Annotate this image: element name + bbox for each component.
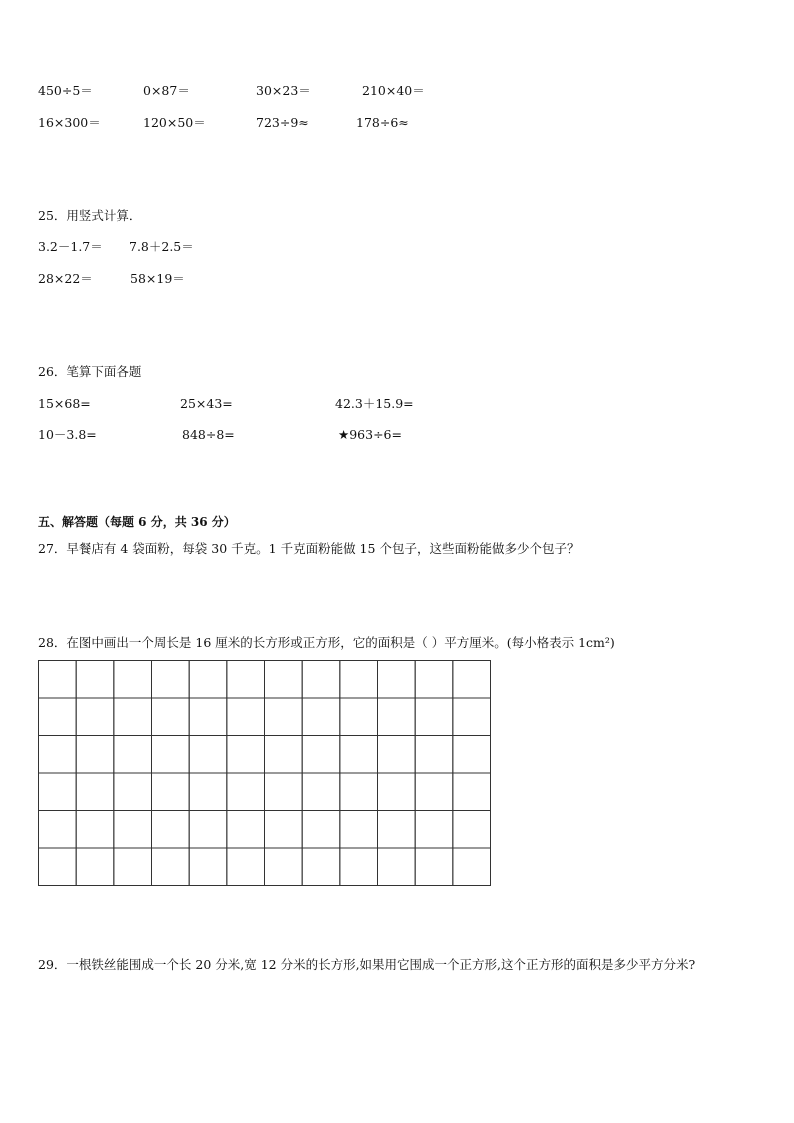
calc-item: 0×87＝ [143, 83, 190, 98]
grid-cell[interactable] [302, 811, 340, 849]
grid-cell[interactable] [453, 848, 491, 886]
question-25-title: 25．用竖式计算． [38, 208, 142, 223]
grid-cell[interactable] [453, 811, 491, 849]
grid-cell[interactable] [302, 661, 340, 699]
calc-item: 450÷5＝ [38, 83, 93, 98]
grid-cell[interactable] [378, 773, 416, 811]
grid-svg[interactable] [38, 660, 491, 886]
grid-cell[interactable] [39, 773, 77, 811]
grid-cell[interactable] [302, 773, 340, 811]
grid-cell[interactable] [453, 661, 491, 699]
grid-cell[interactable] [114, 736, 152, 774]
grid-cell[interactable] [302, 848, 340, 886]
calc-item: 723÷9≈ [256, 115, 309, 130]
grid-cell[interactable] [415, 661, 453, 699]
grid-cell[interactable] [189, 773, 227, 811]
grid-cell[interactable] [227, 811, 265, 849]
grid-cell[interactable] [415, 773, 453, 811]
grid-cell[interactable] [152, 698, 190, 736]
grid-cell[interactable] [415, 698, 453, 736]
calc-item: 120×50＝ [143, 115, 206, 130]
grid-cell[interactable] [152, 736, 190, 774]
question-29-text: 29．一根铁丝能围成一个长 20 分米,宽 12 分米的长方形,如果用它围成一个正方形,这个正方形的面积是多少平方分米? [38, 957, 696, 972]
calc-item: 25×43= [180, 396, 233, 411]
grid-cell[interactable] [265, 811, 303, 849]
grid-cell[interactable] [152, 661, 190, 699]
grid-cell[interactable] [415, 811, 453, 849]
grid-cell[interactable] [76, 773, 114, 811]
grid-cell[interactable] [76, 661, 114, 699]
drawing-grid[interactable] [38, 660, 491, 886]
grid-cell[interactable] [152, 811, 190, 849]
grid-cell[interactable] [415, 848, 453, 886]
grid-cell[interactable] [415, 736, 453, 774]
grid-cell[interactable] [265, 698, 303, 736]
grid-cell[interactable] [114, 698, 152, 736]
grid-cell[interactable] [39, 811, 77, 849]
calc-item: 42.3＋15.9= [335, 396, 414, 411]
calc-item: 848÷8= [182, 427, 235, 442]
calc-item: 178÷6≈ [356, 115, 409, 130]
calc-item: 210×40＝ [362, 83, 425, 98]
calc-item: 7.8＋2.5＝ [129, 239, 194, 254]
grid-cell[interactable] [378, 698, 416, 736]
section-title: 五、解答题（每题 6 分，共 36 分） [38, 515, 236, 529]
grid-cell[interactable] [76, 811, 114, 849]
grid-cell[interactable] [189, 661, 227, 699]
calc-item: 3.2－1.7＝ [38, 239, 103, 254]
grid-cell[interactable] [227, 848, 265, 886]
grid-cell[interactable] [340, 661, 378, 699]
grid-cell[interactable] [189, 736, 227, 774]
grid-cell[interactable] [114, 773, 152, 811]
grid-cell[interactable] [152, 773, 190, 811]
grid-cell[interactable] [227, 698, 265, 736]
grid-cell[interactable] [378, 661, 416, 699]
grid-cell[interactable] [189, 848, 227, 886]
calc-item: 16×300＝ [38, 115, 101, 130]
grid-cell[interactable] [265, 848, 303, 886]
grid-cell[interactable] [378, 736, 416, 774]
grid-cell[interactable] [114, 811, 152, 849]
grid-cell[interactable] [76, 736, 114, 774]
grid-cell[interactable] [39, 848, 77, 886]
grid-cell[interactable] [114, 661, 152, 699]
grid-cell[interactable] [39, 736, 77, 774]
grid-cell[interactable] [453, 698, 491, 736]
grid-cell[interactable] [340, 698, 378, 736]
grid-cell[interactable] [378, 811, 416, 849]
calc-item: 58×19＝ [130, 271, 185, 286]
grid-cell[interactable] [265, 773, 303, 811]
grid-cell[interactable] [340, 811, 378, 849]
calc-item: 10－3.8= [38, 427, 97, 442]
question-26-title: 26．笔算下面各题 [38, 364, 142, 379]
grid-cell[interactable] [39, 698, 77, 736]
calc-item: 30×23＝ [256, 83, 311, 98]
question-28-text: 28．在图中画出一个周长是 16 厘米的长方形或正方形，它的面积是（ ）平方厘米。(每小格表示 1cm²) [38, 635, 615, 650]
calc-item: 15×68= [38, 396, 91, 411]
grid-cell[interactable] [76, 698, 114, 736]
calc-item: 28×22＝ [38, 271, 93, 286]
grid-cell[interactable] [340, 736, 378, 774]
grid-cell[interactable] [227, 661, 265, 699]
grid-cell[interactable] [302, 736, 340, 774]
grid-cell[interactable] [378, 848, 416, 886]
grid-cell[interactable] [265, 736, 303, 774]
grid-cell[interactable] [227, 773, 265, 811]
grid-cell[interactable] [152, 848, 190, 886]
grid-cell[interactable] [453, 736, 491, 774]
grid-cell[interactable] [453, 773, 491, 811]
calc-item: ★963÷6= [338, 427, 402, 442]
grid-cell[interactable] [227, 736, 265, 774]
grid-cell[interactable] [76, 848, 114, 886]
grid-cell[interactable] [340, 773, 378, 811]
grid-cell[interactable] [189, 698, 227, 736]
question-27-text: 27．早餐店有 4 袋面粉，每袋 30 千克。1 千克面粉能做 15 个包子，这些面粉能做多少个包子？ [38, 541, 580, 556]
grid-cell[interactable] [302, 698, 340, 736]
grid-cell[interactable] [265, 661, 303, 699]
grid-cell[interactable] [114, 848, 152, 886]
grid-cell[interactable] [189, 811, 227, 849]
grid-cell[interactable] [39, 661, 77, 699]
grid-cell[interactable] [340, 848, 378, 886]
